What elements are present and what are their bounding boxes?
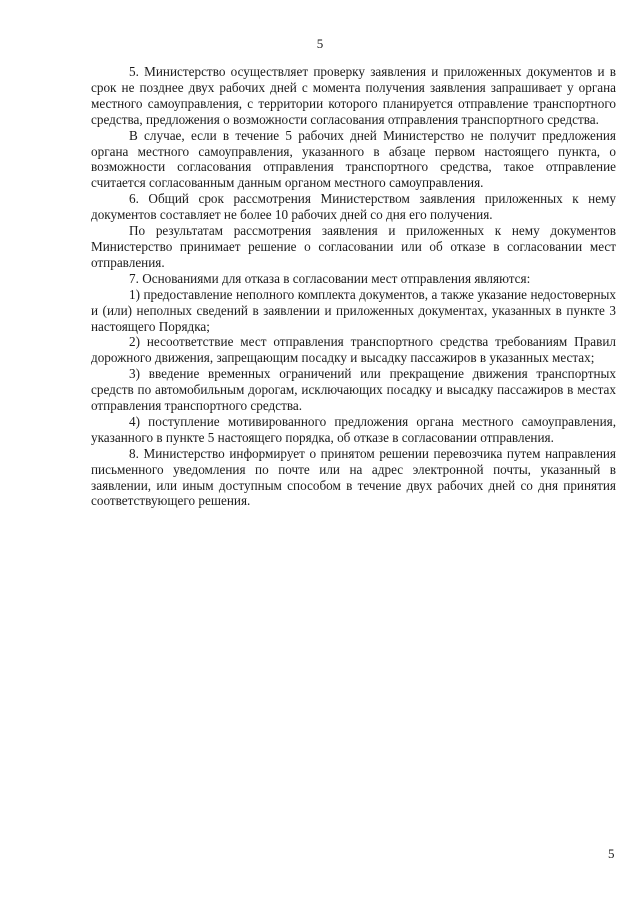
- paragraph: По результатам рассмотрения заявления и приложенных к нему документов Министерство принимает решение о согласовании или об отказе в согласовании мест отправления.: [91, 223, 616, 270]
- page-number-top: 5: [316, 36, 324, 51]
- paragraph: 2) несоответствие мест отправления транспортного средства требованиям Правил дорожного движения, запрещающим посадку и высадку пассажиров в указанных местах;: [91, 334, 616, 366]
- page-number-bottom: 5: [608, 846, 615, 861]
- document-body: [91, 64, 616, 509]
- paragraph: 3) введение временных ограничений или прекращение движения транспортных средств по автомобильным дорогам, исключающих посадку и высадку пассажиров в местах отправления транспортного средства.: [91, 366, 616, 414]
- paragraph: 1) предоставление неполного комплекта документов, а также указание недостоверных и (или) неполных сведений в заявлении и приложенных документах, указанных в пункте 3 настоящего Порядка;: [91, 286, 616, 334]
- paragraph: 4) поступление мотивированного предложения органа местного самоуправления, указанного в пункте 5 настоящего порядка, об отказе в согласовании отправления.: [91, 413, 616, 445]
- paragraph: 7. Основаниями для отказа в согласовании мест отправления являются:: [129, 270, 531, 286]
- paragraph: 8. Министерство информирует о принятом решении перевозчика путем направления письменного уведомления по почте или на адрес электронной почты, указанный в заявлении, или иным доступным способом в течение двух рабочих дней со дня принятия соответствующего решения.: [91, 445, 616, 509]
- paragraph: 6. Общий срок рассмотрения Министерством заявления приложенных к нему документов составляет не более 10 рабочих дней со дня его получения.: [91, 191, 616, 223]
- paragraph: 5. Министерство осуществляет проверку заявления и приложенных документов и в срок не позднее двух рабочих дней с момента получения заявления запрашивает у органа местного самоуправления, с территории которого планируется отправление транспортного средства, предложения о возможности согласования отправления транспортного средства.: [91, 64, 616, 127]
- paragraph: В случае, если в течение 5 рабочих дней Министерство не получит предложения органа местного самоуправления, указанного в абзаце первом настоящего пункта, о возможности согласования отправления транспортного средства, такое отправление считается согласованным данным органом местного самоуправления.: [91, 127, 616, 191]
